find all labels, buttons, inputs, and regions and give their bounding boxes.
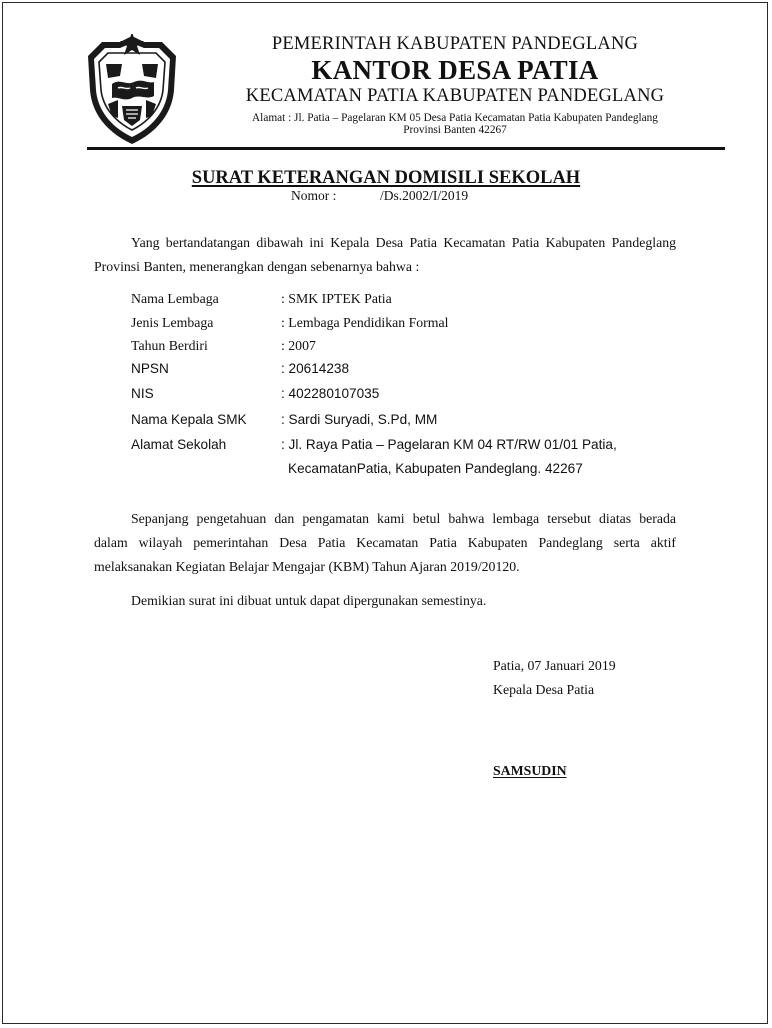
field-value-principal: : Sardi Suryadi, S.Pd, MM: [281, 412, 438, 427]
letterhead-address-province: Provinsi Banten 42267: [403, 124, 507, 136]
body-line-3: melaksanakan Kegiatan Belajar Mengajar (KBM) Tahun Ajaran 2019/20120.: [94, 559, 520, 574]
field-label-type: Jenis Lembaga: [131, 315, 214, 330]
field-value-founded: : 2007: [281, 338, 316, 353]
field-value-address-continuation: KecamatanPatia, Kabupaten Pandeglang. 42267: [288, 461, 583, 476]
body-line-1: [94, 507, 676, 531]
letterhead-address: Alamat : Jl. Patia – Pagelaran KM 05 Desa Patia Kecamatan Patia Kabupaten Pandeglang: [252, 112, 658, 124]
field-value-address: : Jl. Raya Patia – Pagelaran KM 04 RT/RW 01/01 Patia,: [281, 437, 617, 452]
regency-emblem-icon: [82, 34, 182, 146]
letter-title-text: SURAT KETERANGAN DOMISILI SEKOLAH: [191, 168, 581, 188]
letter-number-value: /Ds.2002/I/2019: [380, 188, 469, 203]
letter-title: [88, 168, 684, 189]
field-label-nis: NIS: [131, 386, 154, 401]
closing-text: Demikian surat ini dibuat untuk dapat dipergunakan semestinya.: [131, 593, 487, 608]
field-value-type: : Lembaga Pendidikan Formal: [281, 315, 449, 330]
place-date: Patia, 07 Januari 2019: [493, 658, 616, 673]
body-line-2: dalam wilayah pemerintahan Desa Patia Kecamatan Patia Kabupaten Pandeglang serta aktif: [94, 535, 676, 550]
opening-paragraph: [94, 231, 676, 279]
field-value-nis: : 402280107035: [281, 386, 380, 401]
body-line-1-text: Sepanjang pengetahuan dan pengamatan kami betul bahwa lembaga tersebut diatas berada: [131, 511, 676, 526]
letterhead-office: KANTOR DESA PATIA: [311, 55, 599, 85]
field-value-institution: : SMK IPTEK Patia: [281, 291, 392, 306]
letterhead-district: KECAMATAN PATIA KABUPATEN PANDEGLANG: [245, 86, 665, 106]
field-label-principal: Nama Kepala SMK: [131, 412, 247, 427]
letterhead-divider: [87, 147, 725, 150]
signer-title: Kepala Desa Patia: [493, 682, 595, 697]
opening-line-1: [94, 231, 676, 255]
closing-paragraph: [94, 589, 676, 613]
body-paragraph: [94, 507, 676, 579]
opening-line-2: Provinsi Banten, menerangkan dengan sebenarnya bahwa :: [94, 259, 420, 274]
field-label-address: Alamat Sekolah: [131, 437, 227, 452]
signer-name: SAMSUDIN: [493, 763, 567, 778]
opening-line-1-text: Yang bertandatangan dibawah ini Kepala Desa Patia Kecamatan Patia Kabupaten Pandeglang: [131, 235, 676, 250]
field-label-institution: Nama Lembaga: [131, 291, 219, 306]
field-value-npsn: : 20614238: [281, 361, 350, 376]
field-label-founded: Tahun Berdiri: [131, 338, 208, 353]
letter-number-label: Nomor :: [291, 188, 337, 203]
letterhead-government: PEMERINTAH KABUPATEN PANDEGLANG: [271, 34, 639, 54]
field-label-npsn: NPSN: [131, 361, 169, 376]
